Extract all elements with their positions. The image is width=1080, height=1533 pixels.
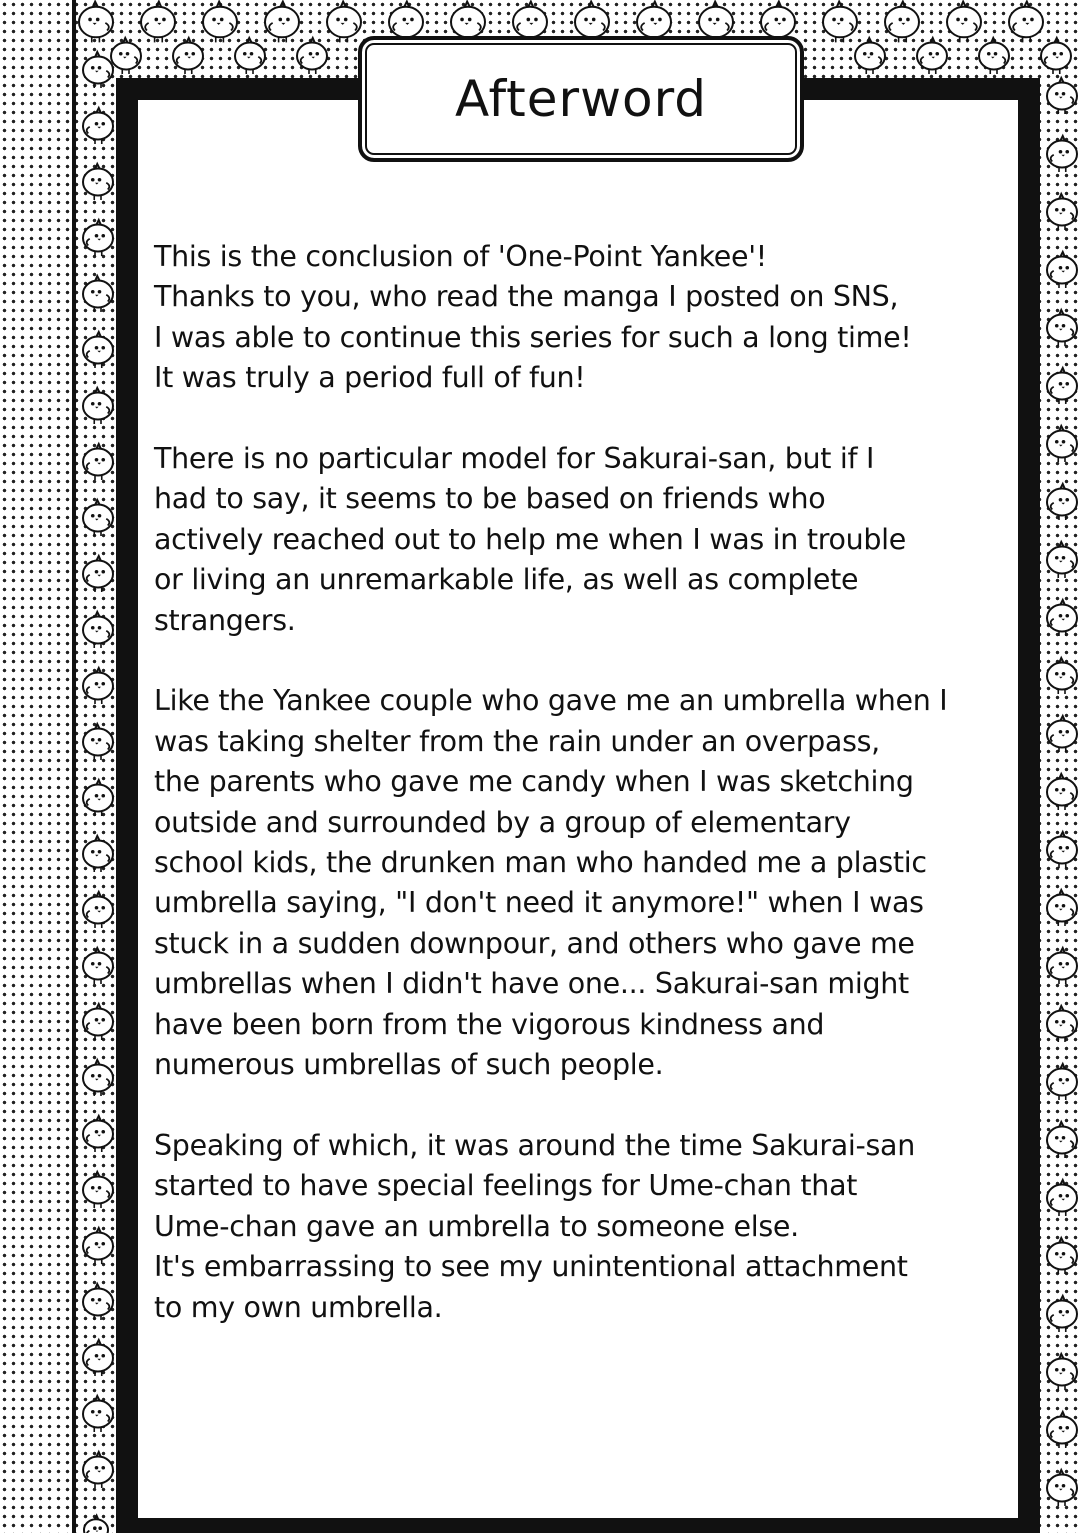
- text-line: It was truly a period full of fun!: [154, 361, 586, 395]
- chick-icon: [1047, 1122, 1077, 1158]
- text-line: started to have special feelings for Ume-chan that: [154, 1169, 858, 1203]
- text-line: This is the conclusion of 'One-Point Yankee'!: [154, 240, 767, 273]
- text-line: the parents who gave me candy when I was sketching: [154, 765, 914, 799]
- text-line: numerous umbrellas of such people.: [154, 1048, 664, 1082]
- chick-icon: [1047, 774, 1077, 810]
- chick-icon: [1047, 1412, 1077, 1448]
- afterword-body: [154, 237, 1014, 1368]
- chick-icon: [83, 444, 113, 480]
- chick-icon: [84, 1516, 108, 1533]
- chick-icon: [83, 1004, 113, 1040]
- text-line: umbrellas when I didn't have one... Sakurai-san might: [154, 967, 909, 1001]
- text-line: outside and surrounded by a group of elementary: [154, 805, 851, 839]
- chick-icon: [855, 38, 885, 74]
- text-line: umbrella saying, "I don't need it anymore!" when I was: [154, 886, 924, 920]
- chick-icon: [1047, 600, 1077, 636]
- text-line: to my own umbrella.: [154, 1290, 443, 1324]
- chick-icon: [83, 276, 113, 312]
- paragraph: [154, 681, 1014, 1085]
- chick-icon: [979, 38, 1009, 74]
- title-plate: [358, 36, 804, 162]
- chick-icon: [1047, 310, 1077, 346]
- chick-icon: [1047, 252, 1077, 288]
- text-line: have been born from the vigorous kindness and: [154, 1007, 825, 1041]
- chick-icon: [1009, 2, 1043, 43]
- chick-icon: [1047, 1006, 1077, 1042]
- chick-icon: [885, 2, 919, 43]
- chick-icon: [83, 1060, 113, 1096]
- chick-icon: [83, 668, 113, 704]
- chick-icon: [173, 38, 203, 74]
- paragraph: [154, 237, 1014, 399]
- chick-icon: [947, 2, 981, 43]
- chick-icon: [1047, 194, 1077, 230]
- chick-icon: [1047, 78, 1077, 114]
- chick-icon: [1047, 890, 1077, 926]
- chick-icon: [83, 892, 113, 928]
- chick-icon: [1041, 38, 1071, 74]
- text-line: school kids, the drunken man who handed me a plastic: [154, 846, 927, 880]
- chick-icon: [1047, 1354, 1077, 1390]
- chick-icon: [79, 2, 113, 43]
- paragraph: [154, 439, 1014, 641]
- chick-icon: [83, 164, 113, 200]
- text-line: Thanks to you, who read the manga I posted on SNS,: [154, 280, 899, 314]
- chick-icon: [1047, 136, 1077, 172]
- chick-icon: [83, 500, 113, 536]
- chick-icon: [83, 108, 113, 144]
- chick-icon: [1047, 1296, 1077, 1332]
- chick-icon: [1047, 1064, 1077, 1100]
- chick-icon: [83, 1396, 113, 1432]
- chick-icon: [83, 724, 113, 760]
- text-line: Speaking of which, it was around the time Sakurai-san: [154, 1128, 915, 1162]
- chick-icon: [1047, 1180, 1077, 1216]
- chick-icon: [83, 948, 113, 984]
- text-line: It's embarrassing to see my unintentional attachment: [154, 1250, 908, 1284]
- chick-icon: [83, 388, 113, 424]
- chick-icon: [1047, 368, 1077, 404]
- chick-icon: [235, 38, 265, 74]
- text-line: Like the Yankee couple who gave me an umbrella when I: [154, 684, 948, 718]
- chick-icon: [83, 52, 113, 88]
- chick-icon: [83, 1452, 113, 1488]
- text-line: There is no particular model for Sakurai-san, but if I: [154, 442, 875, 476]
- chick-icon: [1047, 948, 1077, 984]
- text-line: strangers.: [154, 603, 296, 637]
- chick-icon: [83, 1116, 113, 1152]
- text-line: actively reached out to help me when I was in trouble: [154, 522, 907, 556]
- text-line: had to say, it seems to be based on friends who: [154, 482, 826, 516]
- chick-icon: [83, 556, 113, 592]
- chick-icon: [83, 1284, 113, 1320]
- page-title: Afterword: [455, 70, 707, 128]
- chick-icon: [141, 2, 175, 43]
- chick-icon: [917, 38, 947, 74]
- chick-icon: [823, 2, 857, 43]
- chick-icon: [83, 220, 113, 256]
- chick-icon: [83, 780, 113, 816]
- chick-icon: [83, 612, 113, 648]
- chick-icon: [1047, 832, 1077, 868]
- text-line: I was able to continue this series for such a long time!: [154, 320, 912, 354]
- chick-icon: [83, 1172, 113, 1208]
- chick-icon: [1047, 716, 1077, 752]
- chick-icon: [1047, 1470, 1077, 1506]
- chick-icon: [83, 332, 113, 368]
- text-line: stuck in a sudden downpour, and others who gave me: [154, 926, 915, 960]
- chick-icon: [1047, 658, 1077, 694]
- chick-icon: [83, 1340, 113, 1376]
- chick-icon: [1047, 542, 1077, 578]
- text-line: was taking shelter from the rain under an overpass,: [154, 724, 880, 758]
- chick-icon: [297, 38, 327, 74]
- chick-icon: [83, 836, 113, 872]
- chick-icon: [1047, 484, 1077, 520]
- chick-icon: [203, 2, 237, 43]
- chick-icon: [265, 2, 299, 43]
- text-line: or living an unremarkable life, as well as complete: [154, 563, 859, 597]
- chick-icon: [327, 2, 361, 43]
- chick-icon: [1047, 426, 1077, 462]
- chick-icon: [1047, 1238, 1077, 1274]
- chick-icon: [111, 38, 141, 74]
- chick-icon: [83, 1228, 113, 1264]
- text-line: Ume-chan gave an umbrella to someone else.: [154, 1209, 799, 1243]
- paragraph: [154, 1126, 1014, 1328]
